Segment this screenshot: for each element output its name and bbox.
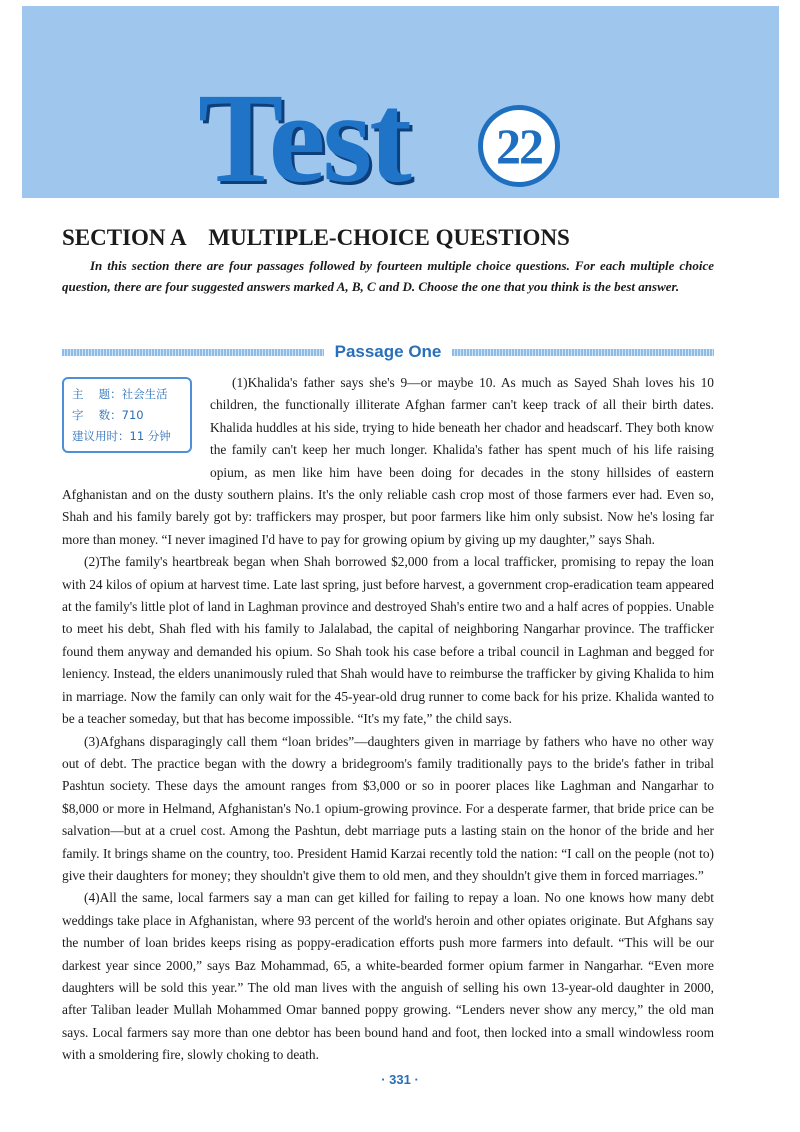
paragraph-2: (2)The family's heartbreak began when Shah borrowed $2,000 from a local trafficker, promising to repay the loan with 24 kilos of opium at harvest time. Late last spring, just before harvest, a government crop-eradication team appeared at the family's little plot of land in Laghman province and destroyed Shah's entire two and a half acres of poppies. Unable to meet his debt, Shah fled with his family to Jalalabad, the capital of neighboring Nangarhar province. The trafficker found them anyway and demanded his opium. So Shah took his case before a tribal council in Laghman and begged for leniency. Instead, the elders unanimously ruled that Shah would have to reimburse the trafficker by giving Khalida to him in marriage. Now the family can only wait for the 45-year-old drug runner to come back for his prize. Khalida wanted to be a teacher someday, but that has become impossible. “It's my fate,” the child says. bbox=[62, 554, 714, 727]
test-number: 22 bbox=[496, 118, 542, 174]
paragraph-3: (3)Afghans disparagingly call them “loan brides”—daughters given in marriage by fathers who have no other way out of debt. The practice began with the dowry a bridegroom's family traditionally pays to the bride's father in tribal Pashtun society. These days the amount ranges from $3,000 or so in poorer places like Laghman and Nangarhar to $8,000 or more in Helmand, Afghanistan's No.1 opium-growing province. For a desperate farmer, that bride price can be salvation—but at a cruel cost. Among the Pashtun, debt marriage puts a lasting stain on the honor of the bride and her family. It brings shame on the country, too. President Hamid Karzai recently told the nation: “I call on the people (not to) give their daughters for money; they shouldn't give them to old men, and they shouldn't give them in forced marriages.” bbox=[62, 733, 714, 883]
paragraph-4: (4)All the same, local farmers say a man can get killed for failing to repay a loan. No one knows how many debt weddings take place in Afghanistan, where 93 percent of the world's heroin and other opiates originate. But Afghans say the number of loan brides keeps rising as poppy-eradication efforts push more farmers into default. “This will be our darkest year since 2000,” says Baz Mohammad, 65, a white-bearded former opium farmer in Nangarhar. “Even more daughters will be sold this year.” The old man lives with the anguish of selling his own 13-year-old daughter in 2000, after Taliban leader Mullah Mohammed Omar banned poppy growing. “Lenders never show any mercy,” the old man says. Local farmers say more than one debtor has been bound hand and foot, then locked into a small windowless room with a smoldering fire, slowly choking to death. bbox=[62, 890, 714, 1063]
info-suggested-time: 建议用时：11 分钟 bbox=[72, 429, 171, 443]
info-word-count: 字 数：710 bbox=[72, 408, 144, 422]
page-number: · 331 · bbox=[381, 1072, 419, 1087]
passage-body bbox=[62, 372, 714, 1067]
info-topic: 主 题：社会生活 bbox=[72, 387, 168, 401]
section-instructions: In this section there are four passages followed by fourteen multiple choice questions. For each multiple choice question, there are four suggested answers marked A, B, C and D. Choose the one that you think is the best answer. bbox=[62, 258, 714, 294]
passage-divider-right bbox=[452, 349, 714, 356]
test-number-badge bbox=[478, 105, 560, 187]
passage-title: Passage One bbox=[334, 342, 442, 361]
test-title: Test bbox=[198, 67, 409, 209]
paragraph-1: (1)Khalida's father says she's 9—or maybe 10. As much as Sayed Shah loves his 10 children, the functionally illiterate Afghan farmer can't keep track of all their birth dates. Khalida huddles at his side, trying to hide beneath her chador and headscarf. They both know the family can't keep her much longer. Khalida's father has spent much of his life raising opium, as men like him have been doing for decades in the stony hillsides of eastern Afghanistan and on the dusty southern plains. It's the only reliable cash crop most of those farmers ever had. Even so, Shah and his family barely got by: traffickers may prosper, but poor farmers like him only subsist. Now he's losing far more than money. “I never imagined I'd have to pay for growing opium by giving up my daughter,” says Shah. bbox=[62, 375, 714, 547]
passage-header bbox=[62, 340, 714, 364]
section-heading: SECTION A MULTIPLE-CHOICE QUESTIONS bbox=[62, 225, 570, 250]
info-box-spacer bbox=[62, 372, 210, 462]
